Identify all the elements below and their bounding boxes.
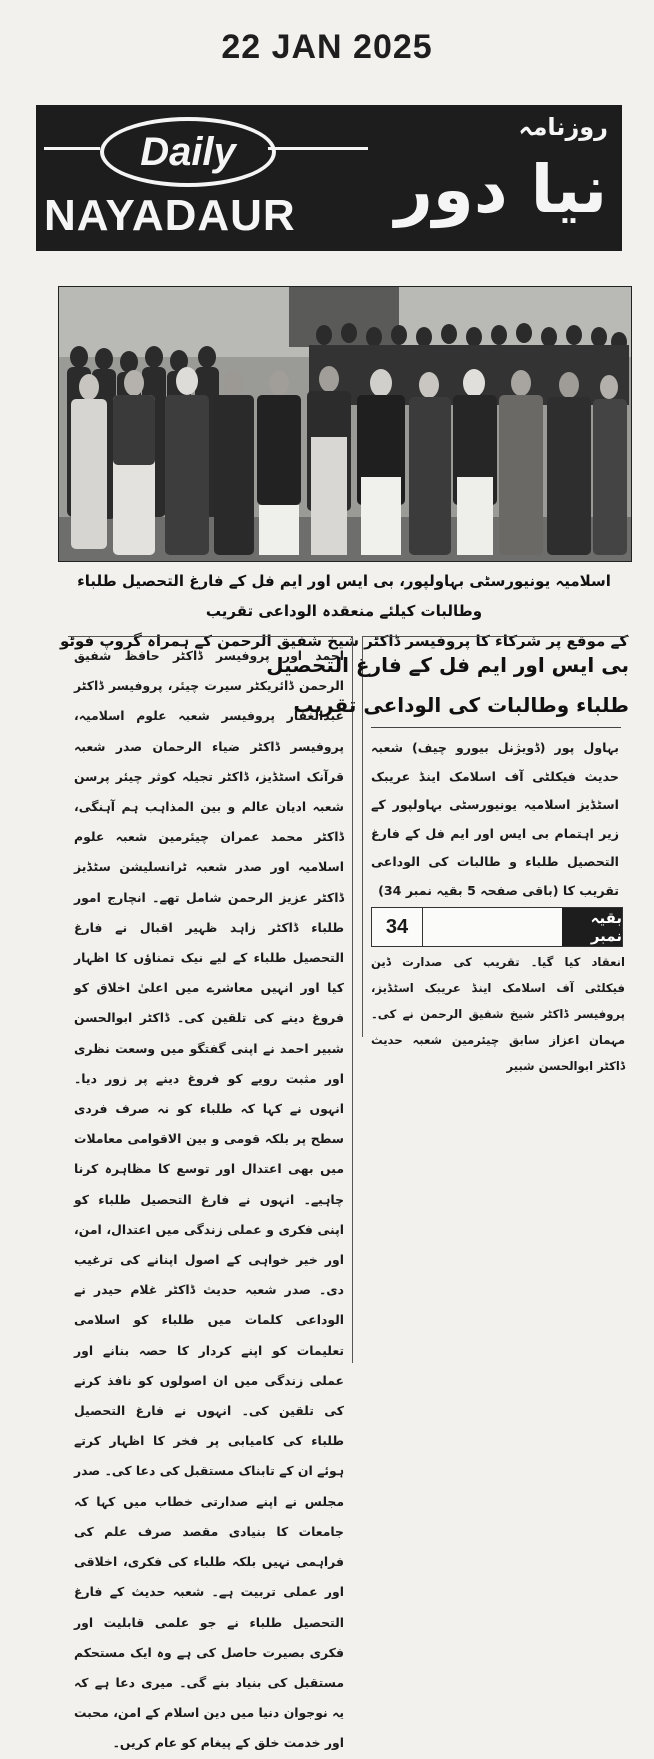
masthead-daily: Daily	[140, 129, 236, 174]
masthead-rule-left	[44, 147, 100, 150]
article-lead-column	[266, 636, 629, 1073]
daily-oval-logo	[100, 117, 276, 187]
masthead-rule-right	[268, 147, 368, 150]
masthead-urdu-nayadaur: نیا دور	[394, 151, 608, 228]
group-photo	[58, 286, 632, 562]
masthead-urdu-roznama: روزنامہ	[518, 113, 608, 141]
article-headline	[266, 637, 629, 725]
photo-caption	[58, 566, 630, 650]
article-body-text: احمد اور پروفیسر ڈاکٹر حافظ شفیق الرحمن ڈائریکٹر سیرت چیئر، پروفیسر ڈاکٹر عبدالغفار پروفیسر شعبہ علوم اسلامیہ، پروفیسر ڈاکٹر ضیاء الرحمان صدر شعبہ قرآنک اسٹڈیز، ڈاکٹر تجیلہ کوثر چیئر پرسن شعبہ ادیان عالم و بین المذاہب ہم آہنگی، ڈاکٹر محمد عمران چیئرمین شعبہ علوم اسلامیہ اور صدر شعبہ ٹرانسلیشن سٹڈیز ڈاکٹر عزیز الرحمن شامل تھے۔ انچارج امور طلباء ڈاکٹر زاہد ظہیر اقبال نے فارغ التحصیل طلباء کے لیے نیک تمناؤں کا اظہار کیا اور انہیں معاشرے میں اعلیٰ اخلاق کو فروغ دینے کی تلقین کی۔ ڈاکٹر ابوالحسن شبیر احمد نے اپنی گفتگو میں وسعت نظری اور مثبت رویے کو فروغ دینے پر زور دیا۔ انہوں نے کہا کہ طلباء کو نہ صرف فردی سطح پر بلکہ قومی و بین الاقوامی معاملات میں بھی اعتدال اور توسع کا مظاہرہ کرنا چاہیے۔ انہوں نے فارغ التحصیل طلباء کو اپنی فکری و عملی زندگی میں اعتدال، امن، اور خیر خواہی کے اصول اپنانے کی ترغیب دی۔ صدر شعبہ حدیث ڈاکٹر غلام حیدر نے الوداعی کلمات میں طلباء کو اسلامی تعلیمات کو اپنے کردار کا حصہ بنانے اور عملی زندگی میں ان اصولوں کو نافذ کرنے کی تلقین کی۔ انہوں نے فارغ التحصیل طلباء کی کامیابی پر فخر کا اظہار کرتے ہوئے ان کے تابناک مستقبل کی دعا کی۔ صدر مجلس نے اپنے صدارتی خطاب میں کہا کہ جامعات کا بنیادی مقصد صرف علم کی فراہمی نہیں بلکہ طلباء کی فکری، اخلاقی اور عملی تربیت ہے۔ شعبہ حدیث کے فارغ التحصیل طلباء نے جو علمی قابلیت اور فکری بصیرت حاصل کی ہے وہ ایک مستحکم مستقبل کی بنیاد بنے گی۔ میری دعا ہے کہ یہ نوجوان دنیا میں دین اسلام کے امن، محبت اور خدمت خلق کے پیغام کو عام کریں۔	[74, 648, 344, 1751]
article-intro-text: بہاول پور (ڈویژنل بیورو چیف) شعبہ حدیث فیکلٹی آف اسلامک اینڈ عریبک اسٹڈیز اسلامیہ یونیورسٹی بہاولپور کے زیر اہتمام بی ایس اور ایم فل کے فارغ التحصیل طلباء و طالبات کی الوداعی تقریب کا (باقی صفحہ 5 بقیہ نمبر 34)	[371, 740, 619, 898]
headline-line-2: طلباء وطالبات کی الوداعی تقریب	[293, 693, 629, 717]
continuation-number: 34	[372, 908, 423, 946]
masthead-nayadaur: NAYADAUR	[44, 191, 296, 240]
clipping-date: 22 JAN 2025	[221, 28, 433, 66]
newspaper-masthead	[36, 105, 622, 251]
headline-line-1: بی ایس اور ایم فل کے فارغ التحصیل	[266, 653, 629, 677]
continuation-marker	[371, 907, 623, 947]
group-photo-illustration	[59, 287, 631, 561]
continuation-label: بقیہ نمبر	[562, 908, 622, 946]
caption-line-2: کے موقع پر شرکاء کا پروفیسر ڈاکٹر شیخ شفیق الرحمن کے ہمراہ گروپ فوٹو	[59, 632, 629, 650]
caption-line-1: اسلامیہ یونیورسٹی بہاولپور، بی ایس اور ایم فل کے فارغ التحصیل طلباء وطالبات کیلئے منعقدہ الوداعی تقریب	[77, 572, 611, 620]
article-continuation-column	[68, 636, 353, 1751]
continuation-text: انعقاد کیا گیا۔ تقریب کی صدارت ڈین فیکلٹی آف اسلامک اینڈ عریبک اسٹڈیز، پروفیسر ڈاکٹر شیخ شفیق الرحمن نے کی۔ مہمان اعزاز سابق چیئرمین شعبہ حدیث ڈاکٹر ابوالحسن شبیر	[371, 955, 625, 1073]
